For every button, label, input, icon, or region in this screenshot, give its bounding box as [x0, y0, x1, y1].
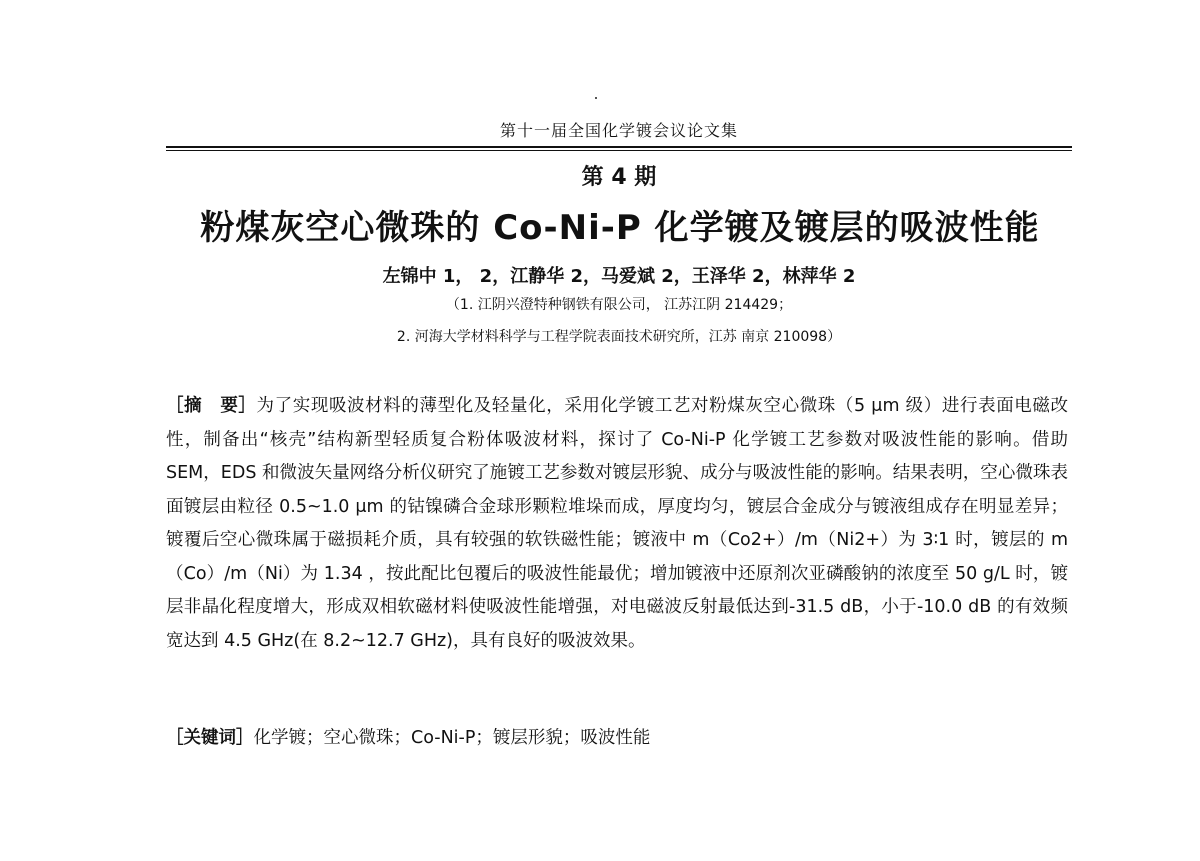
keywords — [166, 722, 1068, 756]
header-rule-thin — [166, 150, 1072, 151]
keywords-label: ［关键词］ — [166, 728, 254, 748]
issue-number: 第 4 期 — [581, 165, 657, 190]
abstract — [166, 390, 1068, 658]
scan-speck — [595, 97, 597, 99]
paper-title: 粉煤灰空心微珠的 Co-Ni-P 化学镀及镀层的吸波性能 — [200, 208, 1040, 248]
affiliation-1: （1. 江阴兴澄特种钢铁有限公司， 江苏江阴 214429； — [445, 297, 793, 313]
abstract-label: ［摘 要］ — [166, 396, 257, 416]
affiliation-2: 2. 河海大学材料科学与工程学院表面技术研究所，江苏 南京 210098） — [396, 329, 842, 345]
abstract-text: 为了实现吸波材料的薄型化及轻量化，采用化学镀工艺对粉煤灰空心微珠（5 μm 级）进行表面电磁改性，制备出“核壳”结构新型轻质复合粉体吸波材料，探讨了 Co-Ni-P 化学镀工艺参数对吸波性能的影响。借助 SEM，EDS 和微波矢量网络分析仪研究了施镀工艺参数对镀层形貌、成分与吸波性能的影响。结果表明，空心微珠表面镀层由粒径 0.5~1.0 μm 的钴镍磷合金球形颗粒堆垛而成，厚度均匀，镀层合金成分与镀液组成存在明显差异；镀覆后空心微珠属于磁损耗介质，具有较强的软铁磁性能；镀液中 m（Co2+）/m（Ni2+）为 3∶1 时，镀层的 m（Co）/m（Ni）为 1.34 ，按此配比包覆后的吸波性能最优；增加镀液中还原剂次亚磷酸钠的浓度至 50 g/L 时，镀层非晶化程度增大，形成双相软磁材料使吸波性能增强，对电磁波反射最低达到-31.5 dB，小于-10.0 dB 的有效频宽达到 4.5 GHz(在 8.2~12.7 GHz)，具有良好的吸波效果。 — [166, 396, 1069, 651]
journal-header: 第十一届全国化学镀会议论文集 — [499, 121, 738, 140]
keywords-text: 化学镀；空心微珠；Co-Ni-P；镀层形貌；吸波性能 — [253, 728, 651, 748]
author-list: 左锦中 1， 2，江静华 2，马爱斌 2，王泽华 2，林萍华 2 — [382, 266, 856, 287]
header-rule-thick — [166, 146, 1072, 148]
